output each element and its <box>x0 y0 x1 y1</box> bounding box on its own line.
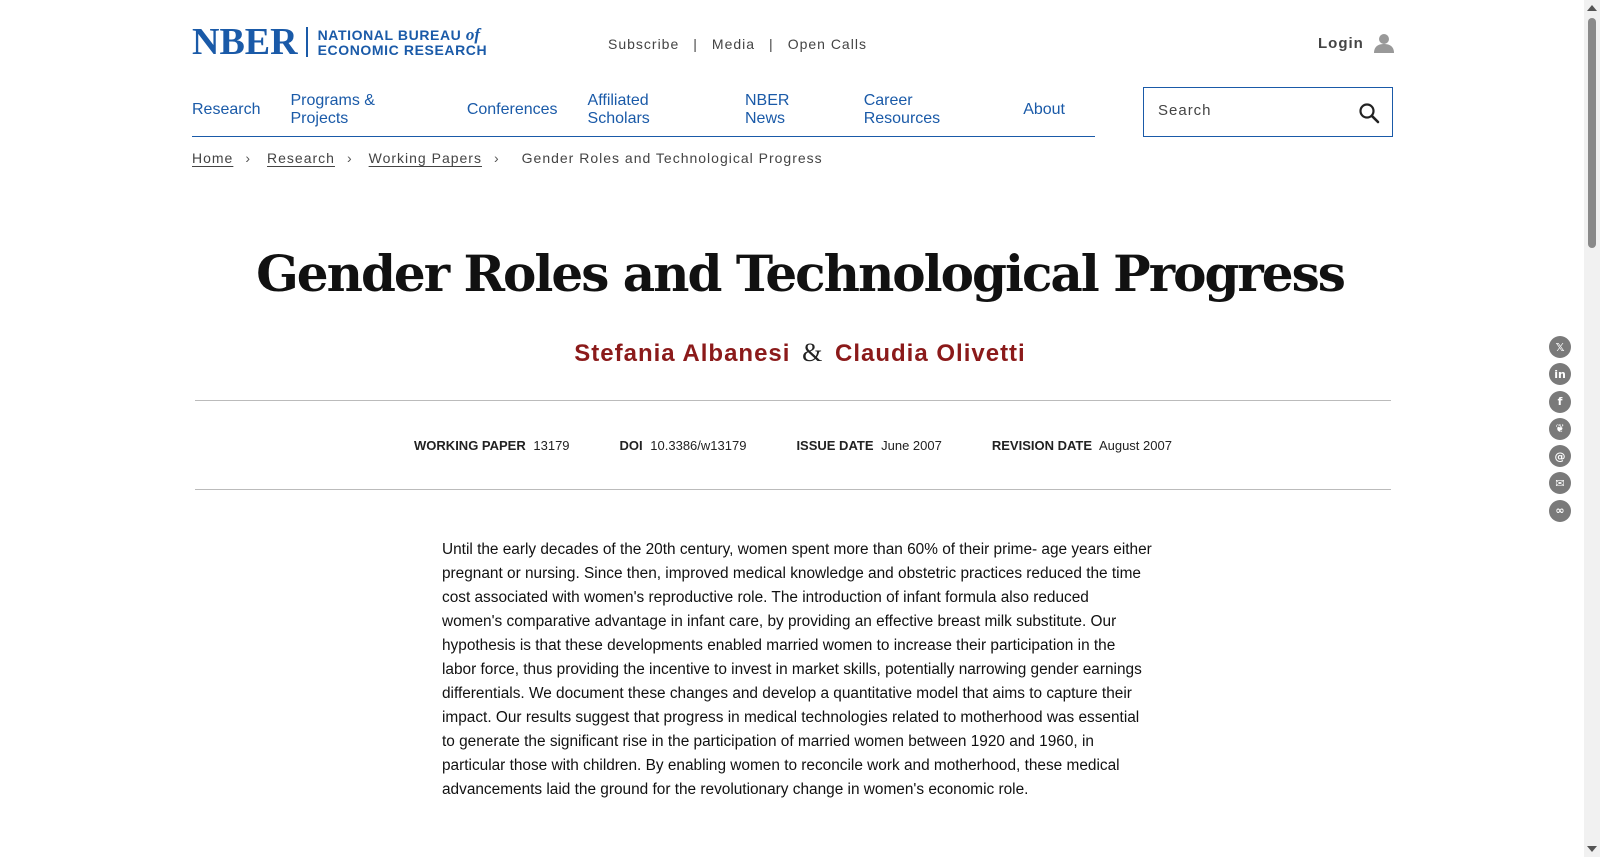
search-icon[interactable] <box>1358 102 1380 124</box>
abstract-text: Until the early decades of the 20th century, women spent more than 60% of their prime- age years either pregnant or nursing. Since then, improved medical knowledge and obstetric practices reduced the time cost associated with women's reproductive role. The introduction of infant formula also reduced women's comparative advantage in infant care, by providing an effective breast milk substitute. Our hypothesis is that these developments enabled married women to increase their participation in the labor force, thus providing the incentive to invest in market skills, potentially narrowing gender earnings differentials. We document these changes and develop a quantitative model that aims to capture their impact. Our results suggest that progress in medical technologies related to motherhood was essential to generate the significant rise in the participation of married women between 1920 and 1960, in particular those with children. By enabling women to reconcile work and motherhood, these medical advancements laid the ground for the revolutionary change in women's economic role. <box>442 541 1152 798</box>
chevron-right-icon: › <box>245 150 252 166</box>
scroll-up-arrow-icon[interactable] <box>1587 5 1597 11</box>
author-link-olivetti[interactable]: Claudia Olivetti <box>835 340 1026 367</box>
nber-logo[interactable] <box>192 21 488 63</box>
email-icon[interactable]: ✉ <box>1549 472 1571 494</box>
page-scrollbar[interactable] <box>1584 0 1600 857</box>
meta-value: August 2007 <box>1098 437 1172 453</box>
login-button[interactable] <box>1318 33 1394 53</box>
meta-value[interactable]: 10.3386/w13179 <box>650 437 747 453</box>
paper-metadata <box>195 400 1391 490</box>
author-list <box>0 338 1600 368</box>
meta-label: DOI <box>619 437 643 453</box>
breadcrumb-current: Gender Roles and Technological Progress <box>521 150 823 166</box>
scroll-down-arrow-icon[interactable] <box>1587 846 1597 852</box>
copy-link-icon[interactable]: ∞ <box>1549 500 1571 522</box>
utility-separator: | <box>769 36 774 52</box>
meta-doi <box>620 438 747 453</box>
nav-career-resources[interactable]: Career Resources <box>863 91 941 127</box>
facebook-icon[interactable]: f <box>1549 391 1571 413</box>
breadcrumb <box>192 150 823 166</box>
meta-revision-date <box>992 438 1172 453</box>
meta-value: June 2007 <box>881 437 942 453</box>
breadcrumb-home[interactable]: Home <box>192 150 234 166</box>
nav-conferences[interactable]: Conferences <box>466 100 558 118</box>
breadcrumb-working-papers[interactable]: Working Papers <box>368 150 482 166</box>
nav-about[interactable]: About <box>1023 100 1065 118</box>
meta-issue-date <box>796 438 941 453</box>
threads-icon[interactable]: @ <box>1549 445 1571 467</box>
user-icon <box>1374 33 1394 53</box>
author-separator: & <box>802 338 824 367</box>
media-link[interactable]: Media <box>711 36 756 52</box>
nav-programs-projects[interactable]: Programs & Projects <box>290 91 375 127</box>
nav-nber-news[interactable]: NBER News <box>745 91 790 127</box>
breadcrumb-research[interactable]: Research <box>267 150 335 166</box>
open-calls-link[interactable]: Open Calls <box>787 36 867 52</box>
logo-full-name <box>317 24 488 58</box>
logo-line2: ECONOMIC RESEARCH <box>317 41 488 58</box>
utility-nav <box>608 36 867 52</box>
meta-working-paper <box>414 438 570 453</box>
x-twitter-icon[interactable]: 𝕏 <box>1549 336 1571 358</box>
chevron-right-icon: › <box>493 150 500 166</box>
logo-divider <box>306 27 308 57</box>
nav-research[interactable]: Research <box>192 100 261 118</box>
logo-of: of <box>465 24 481 44</box>
bluesky-icon[interactable]: ❦ <box>1549 418 1571 440</box>
meta-label: ISSUE DATE <box>796 437 874 453</box>
author-link-albanesi[interactable]: Stefania Albanesi <box>574 340 791 367</box>
page-title: Gender Roles and Technological Progress <box>256 244 1344 303</box>
main-nav <box>192 87 1095 137</box>
subscribe-link[interactable]: Subscribe <box>608 36 680 52</box>
linkedin-icon[interactable]: in <box>1549 363 1571 385</box>
login-label: Login <box>1318 34 1364 52</box>
search-box <box>1143 87 1393 137</box>
utility-separator: | <box>693 36 698 52</box>
meta-label: WORKING PAPER <box>414 437 526 453</box>
nav-affiliated-scholars[interactable]: Affiliated Scholars <box>587 91 650 127</box>
meta-value: 13179 <box>533 437 570 453</box>
search-input[interactable] <box>1158 102 1358 119</box>
social-share-rail <box>1549 336 1571 527</box>
meta-label: REVISION DATE <box>991 437 1093 453</box>
scrollbar-thumb[interactable] <box>1588 18 1596 248</box>
logo-line1: NATIONAL BUREAU <box>317 26 466 43</box>
chevron-right-icon: › <box>346 150 353 166</box>
logo-short: NBER <box>192 21 298 63</box>
